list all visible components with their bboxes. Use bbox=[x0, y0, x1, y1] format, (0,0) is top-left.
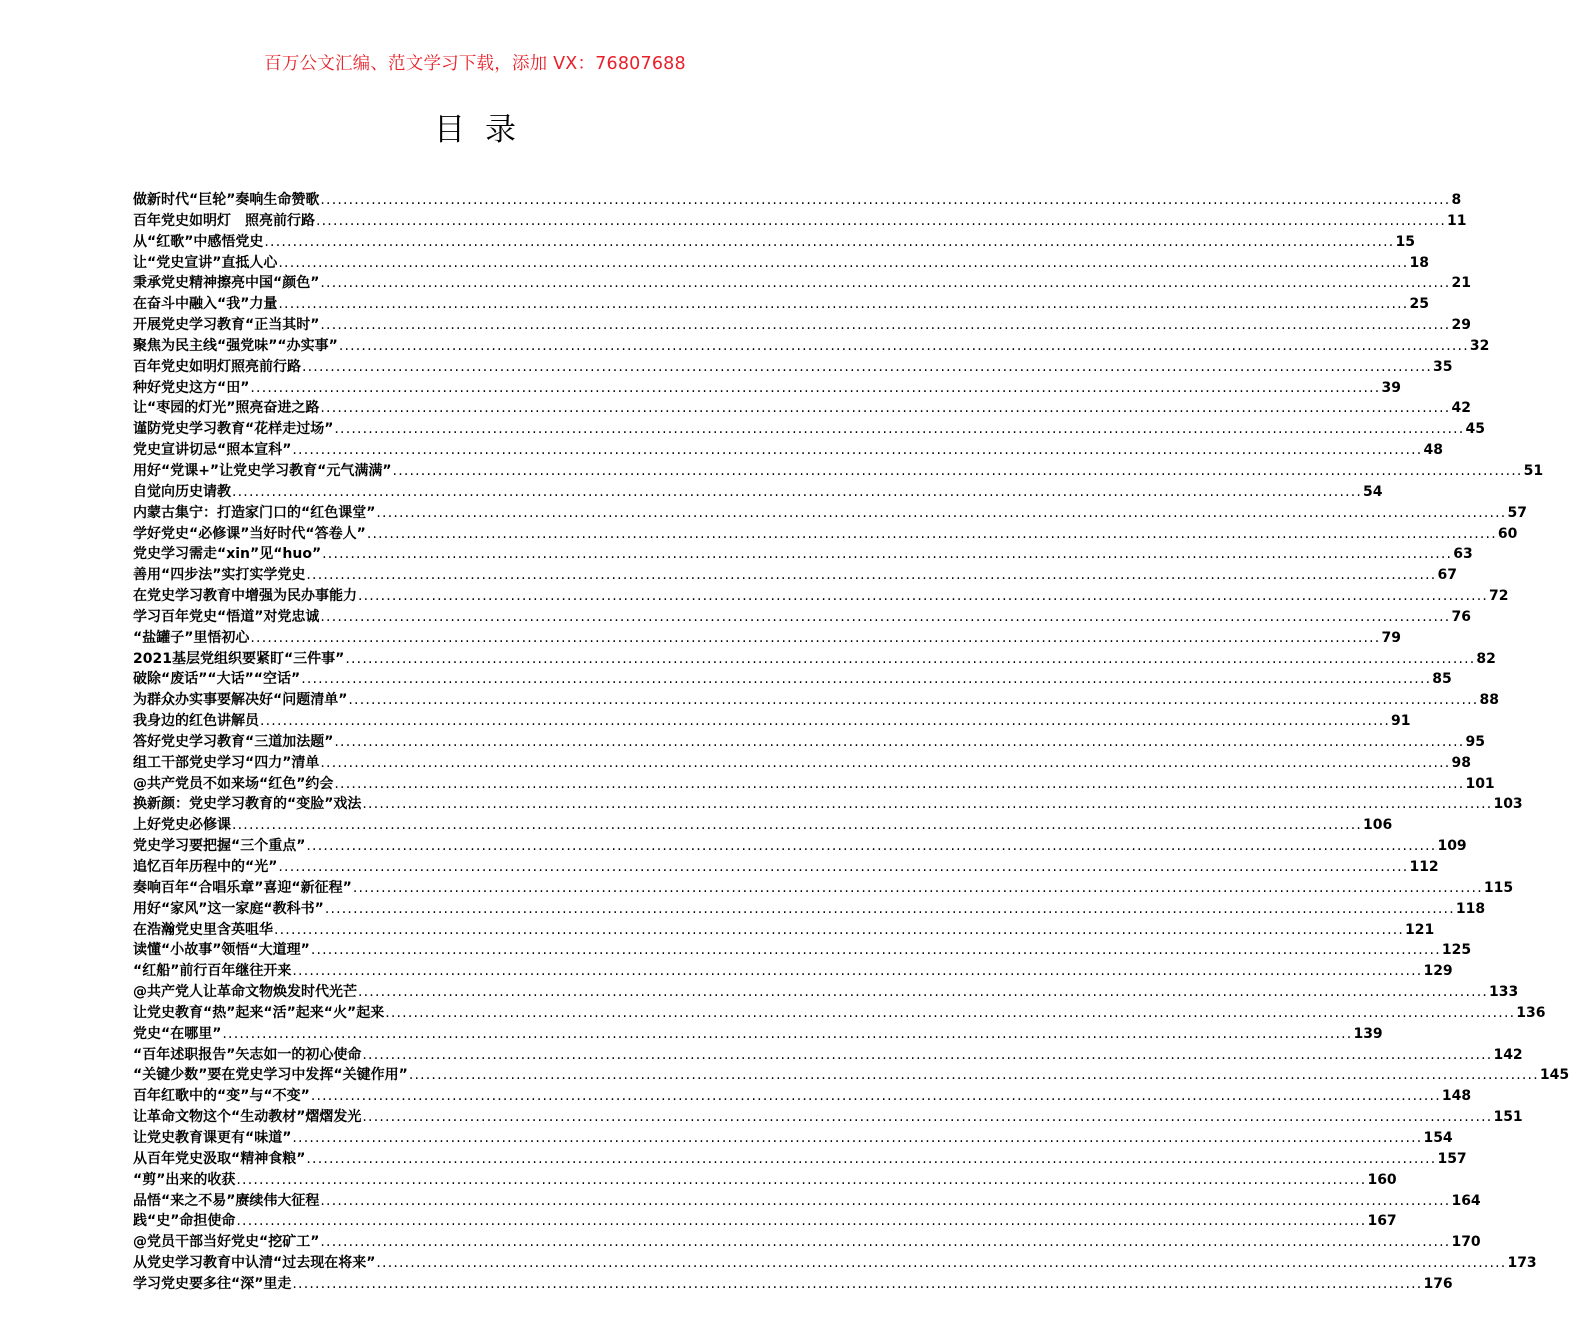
toc-dot-leader: ........................................................................................................................................................................................................ bbox=[362, 796, 1493, 813]
toc-entry-title: 换新颜：党史学习教育的“变脸”戏法 bbox=[133, 796, 362, 813]
toc-dot-leader: ........................................................................................................................................................................................................ bbox=[264, 233, 1395, 250]
toc-entry-title: 让革命文物这个“生动教材”熠熠发光 bbox=[133, 1109, 362, 1126]
toc-entry-page-number: 82 bbox=[1476, 650, 1496, 667]
toc-entry-title: 读懂“小故事”领悟“大道理” bbox=[133, 942, 310, 959]
toc-entry[interactable] bbox=[133, 211, 1467, 232]
toc-entry-page-number: 88 bbox=[1479, 692, 1499, 709]
toc-entry-page-number: 103 bbox=[1493, 796, 1523, 813]
toc-entry[interactable] bbox=[133, 899, 1486, 920]
toc-entry-title: @共产党员不如来场“红色”约会 bbox=[133, 775, 334, 792]
toc-dot-leader: ........................................................................................................................................................................................................ bbox=[278, 254, 1409, 271]
toc-entry-page-number: 35 bbox=[1433, 358, 1453, 375]
toc-entry[interactable] bbox=[133, 961, 1453, 982]
toc-dot-leader: ........................................................................................................................................................................................................ bbox=[320, 192, 1451, 208]
toc-dot-leader: ........................................................................................................................................................................................................ bbox=[236, 1171, 1367, 1188]
toc-entry-page-number: 145 bbox=[1539, 1067, 1569, 1084]
toc-dot-leader: ........................................................................................................................................................................................................ bbox=[320, 608, 1451, 625]
toc-entry-title: 从百年党史汲取“精神食粮” bbox=[133, 1150, 306, 1167]
toc-entry-title: 用好“党课+”让党史学习教育“元气满满” bbox=[133, 462, 392, 479]
toc-entry[interactable] bbox=[133, 586, 1509, 607]
toc-entry-page-number: 142 bbox=[1493, 1046, 1523, 1063]
toc-entry-title: 践“史”命担使命 bbox=[133, 1213, 236, 1230]
toc-dot-leader: ........................................................................................................................................................................................................ bbox=[301, 671, 1432, 688]
toc-dot-leader: ........................................................................................................................................................................................................ bbox=[358, 588, 1489, 605]
toc-entry-page-number: 8 bbox=[1451, 192, 1462, 208]
toc-entry-title: 善用“四步法”实打实学党史 bbox=[133, 567, 306, 584]
toc-entry-title: 党史学习需走“xin”见“huo” bbox=[133, 546, 322, 563]
toc-dot-leader: ........................................................................................................................................................................................................ bbox=[292, 1129, 1423, 1146]
toc-dot-leader: ........................................................................................................................................................................................................ bbox=[302, 358, 1433, 375]
toc-entry-title: 学习党史要多往“深”里走 bbox=[133, 1275, 292, 1292]
toc-entry-page-number: 72 bbox=[1489, 588, 1509, 605]
toc-entry[interactable] bbox=[133, 690, 1499, 711]
toc-entry-page-number: 112 bbox=[1409, 859, 1439, 875]
toc-entry-title: “百年述职报告”矢志如一的初心使命 bbox=[133, 1046, 362, 1063]
toc-entry-page-number: 32 bbox=[1469, 337, 1490, 354]
toc-entry[interactable] bbox=[133, 1170, 1397, 1191]
toc-entry-title: “关键少数”要在党史学习中发挥“关键作用” bbox=[133, 1067, 408, 1084]
toc-entry-page-number: 164 bbox=[1451, 1192, 1481, 1209]
toc-entry[interactable] bbox=[133, 232, 1415, 253]
toc-entry-page-number: 125 bbox=[1441, 942, 1472, 959]
toc-dot-leader: ........................................................................................................................................................................................................ bbox=[320, 275, 1451, 292]
toc-entry[interactable] bbox=[133, 857, 1439, 878]
toc-entry[interactable] bbox=[133, 1107, 1523, 1128]
toc-dot-leader: ........................................................................................................................................................................................................ bbox=[292, 963, 1423, 980]
toc-dot-leader: ........................................................................................................................................................................................................ bbox=[392, 462, 1523, 479]
toc-dot-leader: ........................................................................................................................................................................................................ bbox=[324, 900, 1455, 917]
toc-entry-title: 开展党史学习教育“正当其时” bbox=[133, 317, 320, 334]
toc-dot-leader: ........................................................................................................................................................................................................ bbox=[274, 921, 1405, 938]
toc-entry[interactable] bbox=[133, 711, 1411, 732]
toc-dot-leader: ........................................................................................................................................................................................................ bbox=[316, 212, 1447, 229]
toc-entry-page-number: 98 bbox=[1451, 754, 1471, 771]
toc-entry-title: @党员干部当好党史“挖矿工” bbox=[133, 1234, 320, 1251]
toc-entry-page-number: 18 bbox=[1409, 254, 1429, 271]
toc-entry-title: 谨防党史学习教育“花样走过场” bbox=[133, 421, 334, 438]
toc-entry-title: 追忆百年历程中的“光” bbox=[133, 859, 278, 875]
toc-entry-title: 为群众办实事要解决好“问题清单” bbox=[133, 692, 348, 709]
toc-entry-page-number: 85 bbox=[1432, 671, 1452, 688]
toc-dot-leader: ........................................................................................................................................................................................................ bbox=[292, 1275, 1423, 1292]
toc-entry[interactable] bbox=[133, 628, 1401, 649]
toc-entry-title: 做新时代“巨轮”奏响生命赞歌 bbox=[133, 192, 320, 208]
toc-entry[interactable] bbox=[133, 1253, 1537, 1274]
toc-entry-title: 党史“在哪里” bbox=[133, 1025, 222, 1042]
toc-entry[interactable] bbox=[133, 440, 1443, 461]
toc-entry-title: 秉承党史精神擦亮中国“颜色” bbox=[133, 275, 320, 292]
page-title: 目录 bbox=[434, 112, 536, 148]
toc-entry[interactable] bbox=[133, 398, 1471, 419]
header-watermark-text: 百万公文汇编、范文学习下载，添加 VX：76807688 bbox=[264, 54, 686, 74]
toc-entry-title: 内蒙古集宁：打造家门口的“红色课堂” bbox=[133, 504, 376, 521]
toc-entry-page-number: 25 bbox=[1409, 296, 1429, 313]
toc-entry-page-number: 51 bbox=[1523, 462, 1544, 479]
toc-entry-page-number: 21 bbox=[1451, 275, 1471, 292]
toc-dot-leader: ........................................................................................................................................................................................................ bbox=[334, 733, 1465, 750]
toc-entry[interactable] bbox=[133, 732, 1485, 753]
toc-entry-page-number: 170 bbox=[1451, 1234, 1481, 1251]
toc-entry-title: 党史学习要把握“三个重点” bbox=[133, 838, 306, 855]
toc-entry[interactable] bbox=[133, 836, 1467, 857]
toc-entry-title: 品悟“来之不易”赓续伟大征程 bbox=[133, 1192, 320, 1209]
toc-entry[interactable] bbox=[133, 565, 1457, 586]
toc-entry-page-number: 60 bbox=[1497, 525, 1518, 542]
toc-entry[interactable] bbox=[133, 1024, 1383, 1045]
toc-entry[interactable] bbox=[133, 1086, 1472, 1107]
toc-entry[interactable] bbox=[133, 315, 1471, 336]
toc-entry[interactable] bbox=[133, 669, 1452, 690]
toc-entry[interactable] bbox=[133, 503, 1527, 524]
toc-entry-title: 党史宣讲切忌“照本宣科” bbox=[133, 442, 292, 459]
toc-entry[interactable] bbox=[133, 774, 1495, 795]
toc-entry-page-number: 45 bbox=[1465, 421, 1485, 438]
toc-entry-title: 破除“废话”“大话”“空话” bbox=[133, 671, 301, 688]
toc-entry[interactable] bbox=[133, 753, 1471, 774]
toc-entry-title: “盐罐子”里悟初心 bbox=[133, 629, 250, 646]
toc-entry-page-number: 79 bbox=[1381, 629, 1401, 646]
toc-entry[interactable] bbox=[133, 940, 1472, 961]
toc-dot-leader: ........................................................................................................................................................................................................ bbox=[320, 1234, 1451, 1251]
toc-entry-title: 种好党史这方“田” bbox=[133, 379, 250, 396]
toc-entry[interactable] bbox=[133, 419, 1485, 440]
toc-entry-title: 自觉向历史请教 bbox=[133, 483, 231, 500]
toc-dot-leader: ........................................................................................................................................................................................................ bbox=[334, 421, 1465, 438]
toc-entry-page-number: 121 bbox=[1405, 921, 1435, 938]
toc-dot-leader: ........................................................................................................................................................................................................ bbox=[348, 692, 1479, 709]
toc-entry-title: 奏响百年“合唱乐章”喜迎“新征程” bbox=[133, 879, 352, 896]
toc-entry[interactable] bbox=[133, 253, 1429, 274]
toc-entry[interactable] bbox=[133, 815, 1393, 836]
toc-entry[interactable] bbox=[133, 1003, 1546, 1024]
toc-entry-page-number: 118 bbox=[1455, 900, 1486, 917]
toc-dot-leader: ........................................................................................................................................................................................................ bbox=[306, 567, 1437, 584]
toc-entry-page-number: 15 bbox=[1395, 233, 1415, 250]
table-of-contents bbox=[133, 190, 1569, 1295]
toc-entry[interactable] bbox=[133, 482, 1383, 503]
toc-dot-leader: ........................................................................................................................................................................................................ bbox=[376, 1255, 1507, 1272]
toc-dot-leader: ........................................................................................................................................................................................................ bbox=[306, 1150, 1437, 1167]
toc-entry[interactable] bbox=[133, 1191, 1481, 1212]
toc-entry-page-number: 133 bbox=[1489, 984, 1519, 1001]
toc-entry[interactable] bbox=[133, 273, 1471, 294]
toc-entry[interactable] bbox=[133, 378, 1401, 399]
toc-dot-leader: ........................................................................................................................................................................................................ bbox=[366, 525, 1497, 542]
toc-entry-title: “剪”出来的收获 bbox=[133, 1171, 236, 1188]
toc-entry[interactable] bbox=[133, 982, 1519, 1003]
toc-entry-page-number: 91 bbox=[1391, 713, 1411, 730]
toc-entry[interactable] bbox=[133, 1149, 1467, 1170]
toc-entry-title: 让党史教育“热”起来“活”起来“火”起来 bbox=[133, 1004, 385, 1021]
toc-entry-title: 让“枣园的灯光”照亮奋进之路 bbox=[133, 400, 320, 417]
toc-entry-title: 从“红歌”中感悟党史 bbox=[133, 233, 264, 250]
toc-entry-page-number: 42 bbox=[1451, 400, 1471, 417]
toc-entry-page-number: 54 bbox=[1363, 483, 1383, 500]
toc-entry[interactable] bbox=[133, 1065, 1569, 1086]
toc-dot-leader: ........................................................................................................................................................................................................ bbox=[385, 1004, 1516, 1021]
toc-entry-title: 百年党史如明灯 照亮前行路 bbox=[133, 212, 315, 229]
toc-entry-title: 用好“家风”这一家庭“教科书” bbox=[133, 900, 324, 917]
toc-entry-title: 让“党史宣讲”直抵人心 bbox=[133, 254, 278, 271]
toc-dot-leader: ........................................................................................................................................................................................................ bbox=[278, 859, 1409, 875]
toc-entry[interactable] bbox=[133, 190, 1462, 211]
toc-entry-title: 在浩瀚党史里含英咀华 bbox=[133, 921, 273, 938]
toc-entry[interactable] bbox=[133, 1232, 1481, 1253]
toc-entry-page-number: 63 bbox=[1453, 546, 1473, 563]
toc-dot-leader: ........................................................................................................................................................................................................ bbox=[232, 817, 1363, 834]
toc-dot-leader: ........................................................................................................................................................................................................ bbox=[250, 629, 1381, 646]
toc-entry-page-number: 167 bbox=[1367, 1213, 1397, 1230]
toc-entry-page-number: 101 bbox=[1465, 775, 1495, 792]
toc-dot-leader: ........................................................................................................................................................................................................ bbox=[322, 546, 1453, 563]
toc-entry-title: 2021基层党组织要紧盯“三件事” bbox=[133, 650, 345, 667]
toc-entry[interactable] bbox=[133, 294, 1429, 315]
toc-entry-page-number: 106 bbox=[1363, 817, 1393, 834]
toc-dot-leader: ........................................................................................................................................................................................................ bbox=[338, 337, 1469, 354]
toc-entry-page-number: 76 bbox=[1451, 608, 1471, 625]
toc-entry[interactable] bbox=[133, 794, 1523, 815]
toc-dot-leader: ........................................................................................................................................................................................................ bbox=[310, 942, 1441, 959]
toc-entry[interactable] bbox=[133, 920, 1435, 941]
toc-dot-leader: ........................................................................................................................................................................................................ bbox=[362, 1109, 1493, 1126]
toc-entry-page-number: 136 bbox=[1516, 1004, 1546, 1021]
toc-entry[interactable] bbox=[133, 1128, 1453, 1149]
toc-entry-title: 从党史学习教育中认清“过去现在将来” bbox=[133, 1255, 376, 1272]
toc-entry-title: 上好党史必修课 bbox=[133, 817, 231, 834]
toc-entry-page-number: 67 bbox=[1437, 567, 1457, 584]
toc-entry-page-number: 139 bbox=[1353, 1025, 1383, 1042]
toc-dot-leader: ........................................................................................................................................................................................................ bbox=[320, 317, 1451, 334]
toc-entry-page-number: 176 bbox=[1423, 1275, 1453, 1292]
toc-entry-title: 学好党史“必修课”当好时代“答卷人” bbox=[133, 525, 366, 542]
toc-entry[interactable] bbox=[133, 524, 1518, 545]
toc-entry-page-number: 57 bbox=[1507, 504, 1527, 521]
toc-entry-title: “红船”前行百年继往开来 bbox=[133, 963, 292, 980]
toc-entry-title: @共产党人让革命文物焕发时代光芒 bbox=[133, 984, 357, 1001]
toc-dot-leader: ........................................................................................................................................................................................................ bbox=[362, 1046, 1493, 1063]
toc-dot-leader: ........................................................................................................................................................................................................ bbox=[408, 1067, 1539, 1084]
toc-entry-page-number: 115 bbox=[1483, 879, 1514, 896]
toc-dot-leader: ........................................................................................................................................................................................................ bbox=[320, 754, 1451, 771]
toc-entry-page-number: 39 bbox=[1381, 379, 1401, 396]
toc-entry-page-number: 173 bbox=[1507, 1255, 1537, 1272]
toc-entry-page-number: 29 bbox=[1451, 317, 1471, 334]
toc-entry-page-number: 157 bbox=[1437, 1150, 1467, 1167]
toc-dot-leader: ........................................................................................................................................................................................................ bbox=[352, 879, 1483, 896]
toc-entry-title: 学习百年党史“悟道”对党忠诚 bbox=[133, 608, 320, 625]
toc-entry[interactable] bbox=[133, 461, 1544, 482]
toc-entry-page-number: 151 bbox=[1493, 1109, 1523, 1126]
toc-entry-page-number: 148 bbox=[1441, 1088, 1472, 1105]
toc-entry[interactable] bbox=[133, 336, 1490, 357]
toc-entry-title: 我身边的红色讲解员 bbox=[133, 713, 259, 730]
toc-entry[interactable] bbox=[133, 607, 1471, 628]
toc-entry-page-number: 129 bbox=[1423, 963, 1453, 980]
toc-dot-leader: ........................................................................................................................................................................................................ bbox=[376, 504, 1507, 521]
toc-entry[interactable] bbox=[133, 649, 1496, 670]
toc-entry[interactable] bbox=[133, 1045, 1523, 1066]
toc-entry[interactable] bbox=[133, 1211, 1397, 1232]
toc-dot-leader: ........................................................................................................................................................................................................ bbox=[292, 442, 1423, 459]
toc-entry-title: 在奋斗中融入“我”力量 bbox=[133, 296, 278, 313]
toc-entry-title: 组工干部党史学习“四力”清单 bbox=[133, 754, 320, 771]
toc-entry-page-number: 95 bbox=[1465, 733, 1485, 750]
toc-dot-leader: ........................................................................................................................................................................................................ bbox=[236, 1213, 1367, 1230]
toc-dot-leader: ........................................................................................................................................................................................................ bbox=[278, 296, 1409, 313]
toc-dot-leader: ........................................................................................................................................................................................................ bbox=[320, 400, 1451, 417]
toc-entry-page-number: 154 bbox=[1423, 1129, 1453, 1146]
toc-entry[interactable] bbox=[133, 357, 1453, 378]
toc-entry-page-number: 11 bbox=[1447, 212, 1467, 229]
toc-entry-page-number: 48 bbox=[1423, 442, 1443, 459]
toc-entry-page-number: 109 bbox=[1437, 838, 1467, 855]
toc-entry-title: 百年红歌中的“变”与“不变” bbox=[133, 1088, 310, 1105]
toc-dot-leader: ........................................................................................................................................................................................................ bbox=[310, 1088, 1441, 1105]
toc-dot-leader: ........................................................................................................................................................................................................ bbox=[334, 775, 1465, 792]
toc-dot-leader: ........................................................................................................................................................................................................ bbox=[250, 379, 1381, 396]
toc-entry-title: 让党史教育课更有“味道” bbox=[133, 1129, 292, 1146]
toc-dot-leader: ........................................................................................................................................................................................................ bbox=[222, 1025, 1353, 1042]
toc-dot-leader: ........................................................................................................................................................................................................ bbox=[260, 713, 1391, 730]
toc-dot-leader: ........................................................................................................................................................................................................ bbox=[345, 650, 1476, 667]
toc-dot-leader: ........................................................................................................................................................................................................ bbox=[358, 984, 1489, 1001]
toc-entry[interactable] bbox=[133, 1274, 1453, 1295]
toc-entry-page-number: 160 bbox=[1367, 1171, 1397, 1188]
toc-entry-title: 百年党史如明灯照亮前行路 bbox=[133, 358, 301, 375]
toc-dot-leader: ........................................................................................................................................................................................................ bbox=[306, 838, 1437, 855]
toc-entry-title: 答好党史学习教育“三道加法题” bbox=[133, 733, 334, 750]
toc-dot-leader: ........................................................................................................................................................................................................ bbox=[320, 1192, 1451, 1209]
toc-entry-title: 聚焦为民主线“强党味”“办实事” bbox=[133, 337, 338, 354]
toc-entry[interactable] bbox=[133, 544, 1473, 565]
toc-entry[interactable] bbox=[133, 878, 1514, 899]
toc-entry-title: 在党史学习教育中增强为民办事能力 bbox=[133, 588, 357, 605]
toc-dot-leader: ........................................................................................................................................................................................................ bbox=[232, 483, 1363, 500]
